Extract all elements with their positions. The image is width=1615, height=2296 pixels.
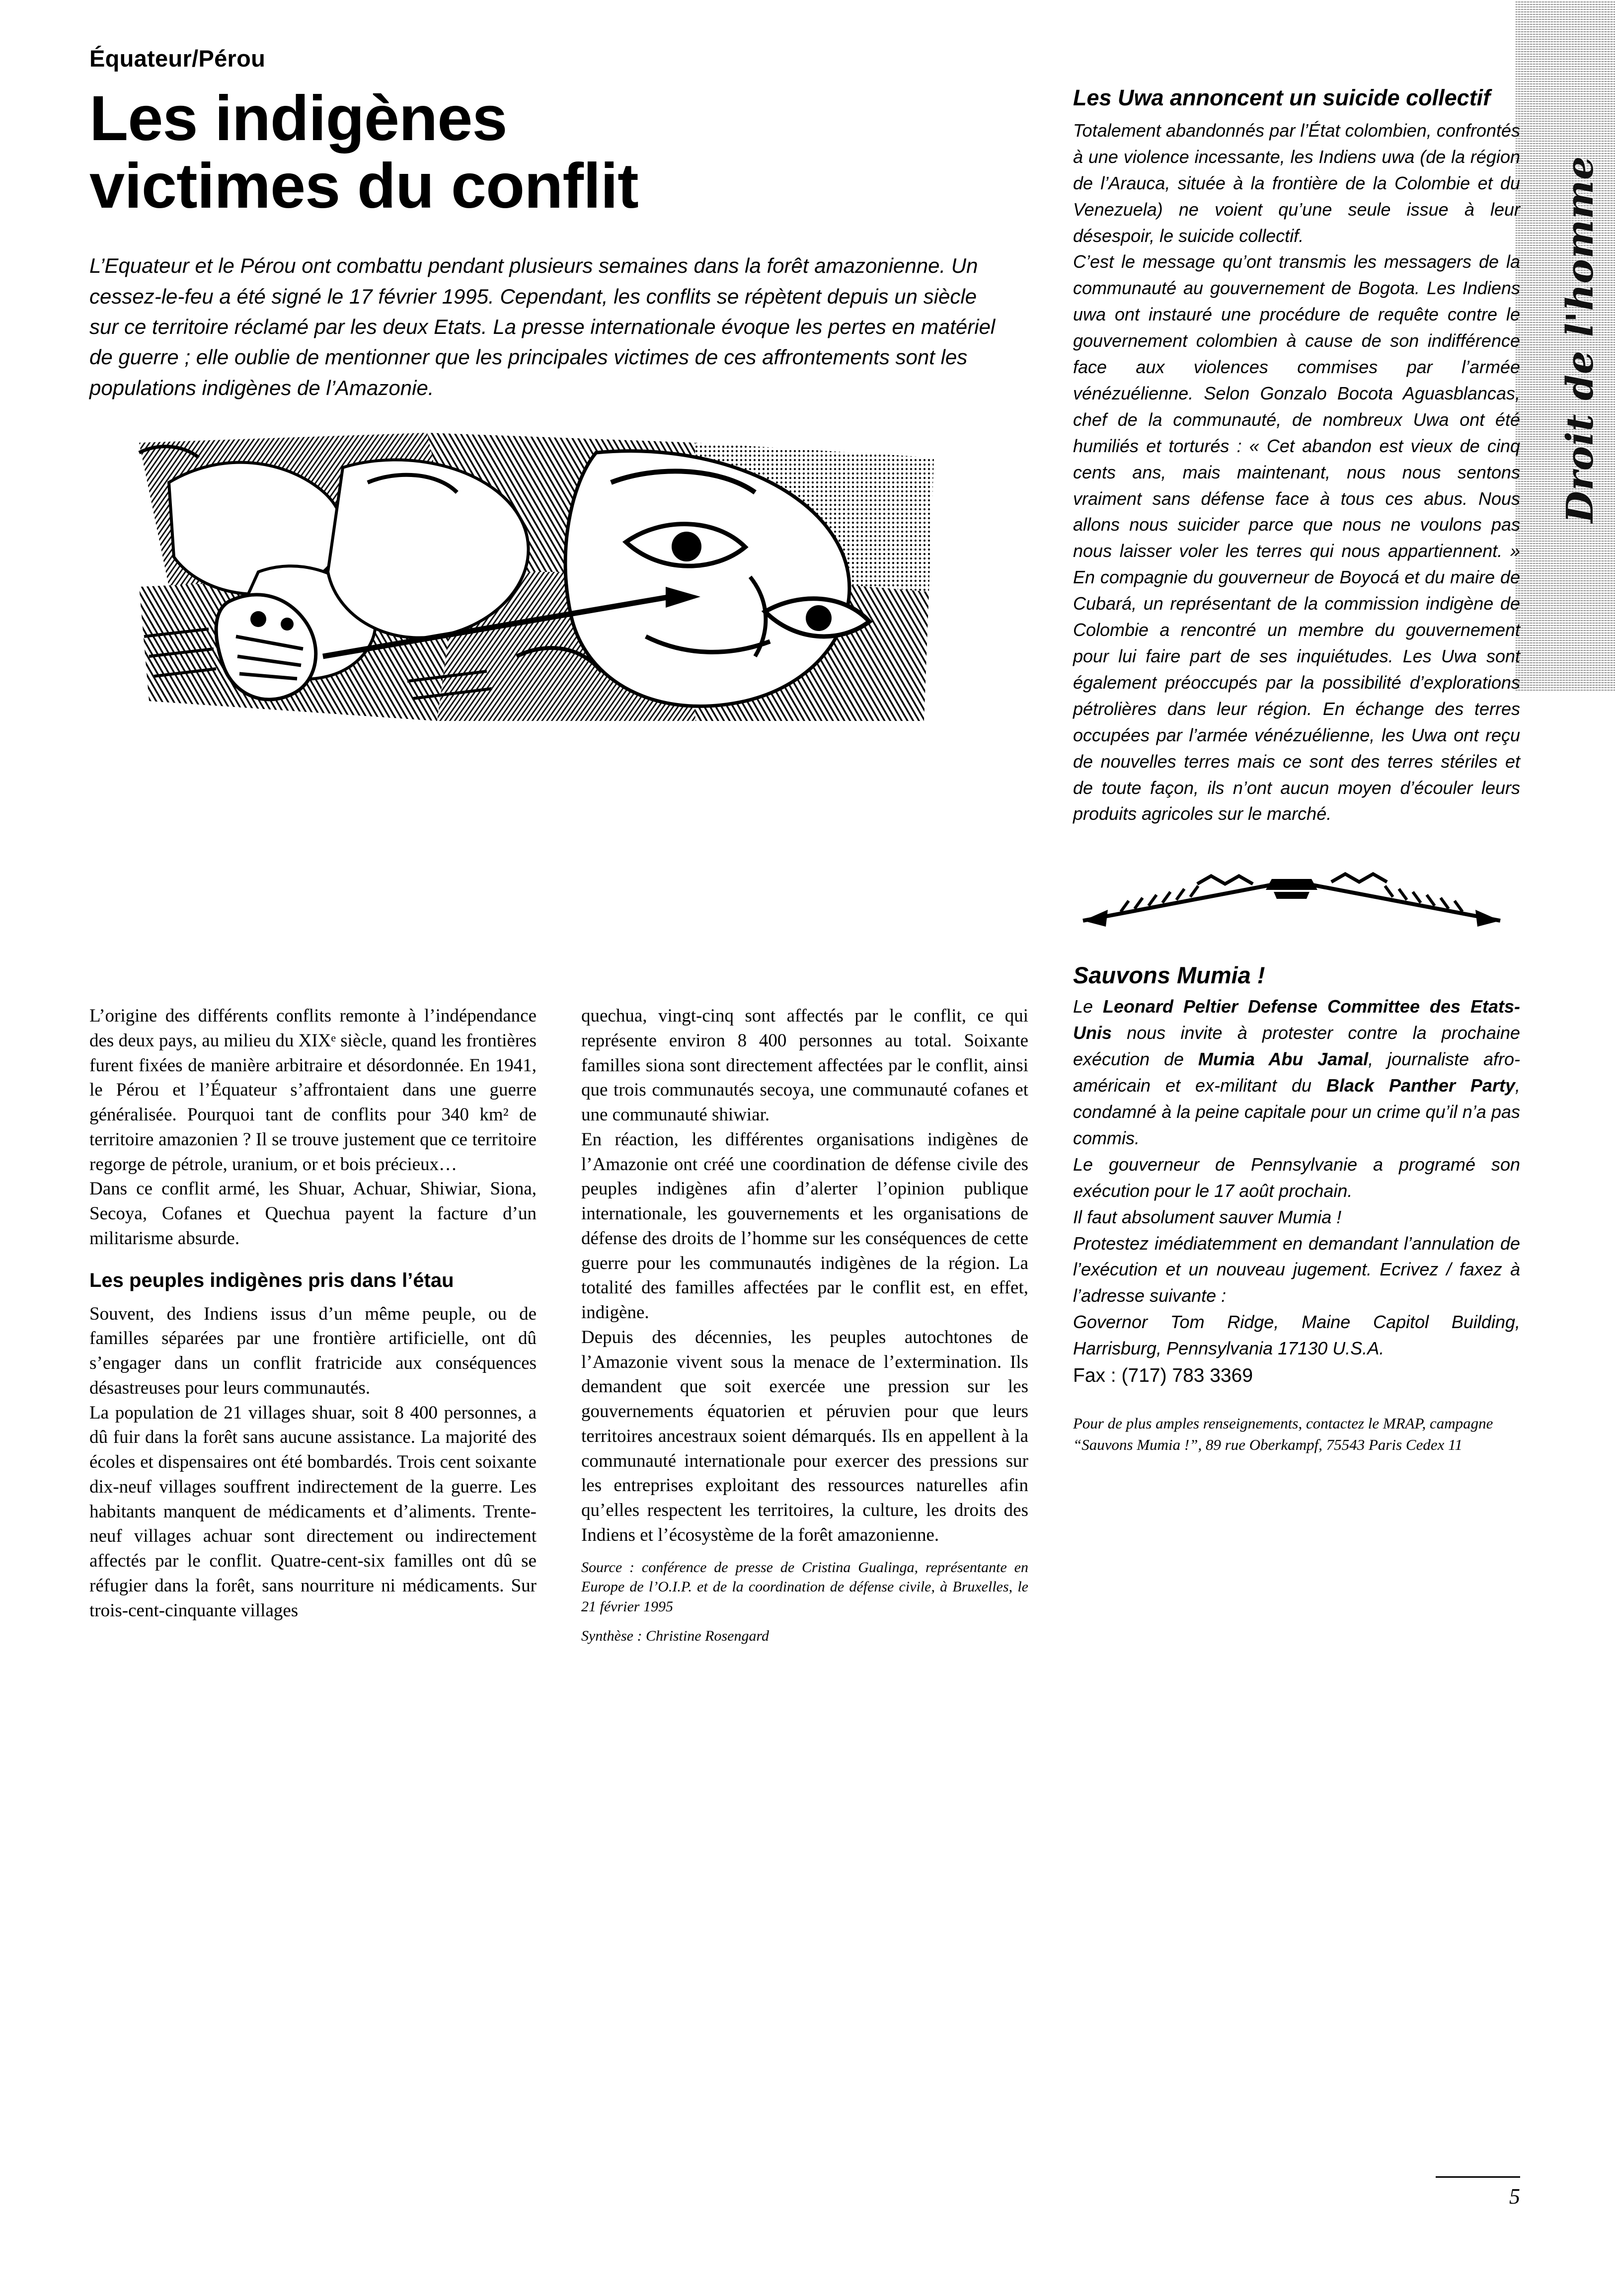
contact-footnote: Pour de plus amples renseignements, contactez le MRAP, campagne “Sauvons Mumia !”, 89 rue Oberkampf, 75543 Paris Cedex 11 xyxy=(1073,1415,1493,1454)
page-title xyxy=(89,85,1023,220)
text-fragment: , condamné à la peine capitale pour un crime qu’il n’a pas commis. xyxy=(1073,1075,1521,1148)
section-tab-label: Droit de l'homme xyxy=(1559,156,1602,523)
section-tab xyxy=(1516,0,1615,691)
source-note: Source : conférence de presse de Cristina Gualinga, représentante en Europe de l’O.I.P. et de la coordination de défense civile, à Bruxelles, le 21 février 1995 xyxy=(581,1559,1028,1615)
article-header xyxy=(89,45,1023,758)
paragraph: Depuis des décennies, les peuples autochtones de l’Amazonie vivent sous la menace de l’extermination. Ils demandent que soit exercée une pression sur les gouvernements équatorien et péruvien pour que leurs territoires ancestraux soient démarqués. Ils en appellent à la communauté internationale pour exercer des pressions sur les entreprises exploitant des ressources naturelles afin qu’elles respectent les territoires, la culture, les droits des Indiens et l’écosystème de la forêt amazonienne. xyxy=(581,1327,1028,1545)
section-subhead: Les peuples indigènes pris dans l’étau xyxy=(89,1269,454,1291)
sidebar-uwa-title: Les Uwa annoncent un suicide collectif xyxy=(1073,85,1491,110)
article-column-2 xyxy=(581,1004,1028,1646)
text-fragment: Le xyxy=(1073,996,1103,1017)
paragraph: quechua, vingt-cinq sont affectés par le conflit, ce qui représente environ 8 400 personnes au total. Soixante familles siona sont directement affectées par le conflit, ainsi que trois communautés secoya, une communauté cofanes et une communauté shiwiar. xyxy=(581,1006,1028,1125)
headline-line-2: victimes du conflit xyxy=(89,150,638,222)
protest-address: Governor Tom Ridge, Maine Capitol Building, Harrisburg, Pennsylvania 17130 U.S.A. xyxy=(1073,1312,1520,1359)
paragraph: Totalement abandonnés par l’État colombien, confrontés à une violence incessante, les Indiens uwa (de la région de l’Arauca, située à la frontière de la Colombie et du Venezuela) ne voient qu’une seule issue à leur désespoir, le suicide collectif. xyxy=(1073,120,1520,246)
sidebar xyxy=(1073,84,1520,1471)
paragraph: Il faut absolument sauver Mumia ! xyxy=(1073,1206,1342,1227)
paragraph: Souvent, des Indiens issus d’un même peuple, ou de familles séparées par une frontière artificielle, ont dû s’engager dans un conflit fratricide aux conséquences désastreuses pour leurs communautés. xyxy=(89,1303,537,1398)
paragraph: En réaction, les différentes organisations indigènes de l’Amazonie ont créé une coordination de défense civile des peuples indigènes afin d’alerter l’opinion publique internationale, les gouvernements et les organisations de défense des droits de l’homme sur les conséquences de cette guerre pour les communautés indigènes de la région. La totalité des familles affectées par le conflit est, en effet, indigène. xyxy=(581,1129,1028,1323)
article-standfirst: L’Equateur et le Pérou ont combattu pendant plusieurs semaines dans la forêt amazonienne. Un cessez-le-feu a été signé le 17 février 1995. Cependant, les conflits se répètent depuis un siècle sur ce territoire réclamé par les deux Etats. La presse internationale évoque les pertes en matériel de guerre ; elle oublie de mentionner que les principales victimes de ces affrontements sont les populations indigènes de l’Amazonie. xyxy=(89,254,996,399)
paragraph: Dans ce conflit armé, les Shuar, Achuar, Shiwiar, Siona, Secoya, Cofanes et Quechua payent la facture d’un militarisme absurde. xyxy=(89,1179,537,1249)
paragraph: Protestez imédiatemment en demandant l’annulation de l’exécution et un nouveau jugement. Ecrivez / faxez à l’adresse suivante : xyxy=(1073,1233,1520,1306)
text-fragment: nous invite à protester contre la prochaine exécution de xyxy=(1073,1023,1520,1070)
page-number: 5 xyxy=(1509,2184,1520,2209)
org-black-panther-party: Black Panther Party xyxy=(1326,1075,1515,1096)
article-body xyxy=(89,1004,1028,1646)
paragraph: L’origine des différents conflits remonte à l’indépendance des deux pays, au milieu du XIXᵉ siècle, quand les frontières furent fixées de manière arbitraire et désordonnée. En 1941, le Pérou et l’Équateur s’affrontaient dans une guerre généralisée. Pourquoi tant de conflits pour 340 km² de territoire amazonien ? Il se trouve justement que ce territoire regorge de pétrole, uranium, or et bois précieux… xyxy=(89,1006,537,1175)
org-leonard-peltier: Leonard Peltier Defense Committee des Etats-Unis xyxy=(1073,996,1520,1043)
person-mumia-abu-jamal: Mumia Abu Jamal xyxy=(1198,1049,1369,1070)
paragraph: C’est le message qu’ont transmis les messagers de la communauté au gouvernement de Bogota. Les Indiens uwa ont instauré une procédure de requête contre le gouvernement colombien à cause de son indifférence face aux violences commises par l’armée vénézuélienne. Selon Gonzalo Bocota Aguasblancas, chef de la communauté, de nombreux Uwa ont été humiliés et torturés : « Cet abandon est vieux de cinq cents ans, mais maintenant, nous nous sentons vraiment sans défense face à tous ces abus. Nous allons nous suicider parce que nous ne voulons pas nous laisser voler les terres qui nous appartiennent. » En compagnie du gouverneur de Boyocá et du maire de Cubará, un représentant de la commission indigène de Colombie a rencontré un membre du gouvernement pour lui faire part de ses inquiétudes. Les Uwa sont également préoccupés par la possibilité d’explorations pétrolières dans leur région. En échange des terres occupées par l’armée vénézuélienne, les Uwa ont reçu de nouvelles terres mais ce sont des terres stériles et de toute façon, ils n’ont aucun moyen d’écouler leurs produits agricoles sur le marché. xyxy=(1073,251,1520,824)
article-illustration xyxy=(109,423,954,741)
crossed-arrows-icon xyxy=(1073,862,1510,947)
woodcut-illustration-svg xyxy=(109,423,954,741)
paragraph: Le gouverneur de Pennsylvanie a programé son exécution pour le 17 août prochain. xyxy=(1073,1154,1520,1201)
footer-rule xyxy=(1436,2176,1520,2178)
paragraph-mumia-1 xyxy=(1073,994,1520,1151)
fax-number: Fax : (717) 783 3369 xyxy=(1073,1365,1253,1387)
synthesis-note: Synthèse : Christine Rosengard xyxy=(581,1628,769,1645)
article-column-1 xyxy=(89,1004,537,1646)
paragraph: La population de 21 villages shuar, soit 8 400 personnes, a dû fuir dans la forêt sans aucune assistance. La majorité des écoles et dispensaires ont été bombardés. Trois cent soixante dix-neuf villages souffrent indirectement de la guerre. Les habitants manquent de médicaments et d’aliments. Trente-neuf villages achuar sont directement ou indirectement affectés par le conflit. Quatre-cent-six familles ont dû se réfugier dans la forêt, sans nourriture ni médicaments. Sur trois-cent-cinquante villages xyxy=(89,1402,537,1621)
text-fragment: , journaliste afro-américain et ex-militant du xyxy=(1073,1049,1521,1096)
headline-line-1: Les indigènes xyxy=(89,83,507,154)
crossed-arrows-svg xyxy=(1073,862,1510,947)
sidebar-mumia-title: Sauvons Mumia ! xyxy=(1073,962,1265,989)
page-footer xyxy=(1431,2176,1520,2209)
article-kicker: Équateur/Pérou xyxy=(89,45,266,72)
